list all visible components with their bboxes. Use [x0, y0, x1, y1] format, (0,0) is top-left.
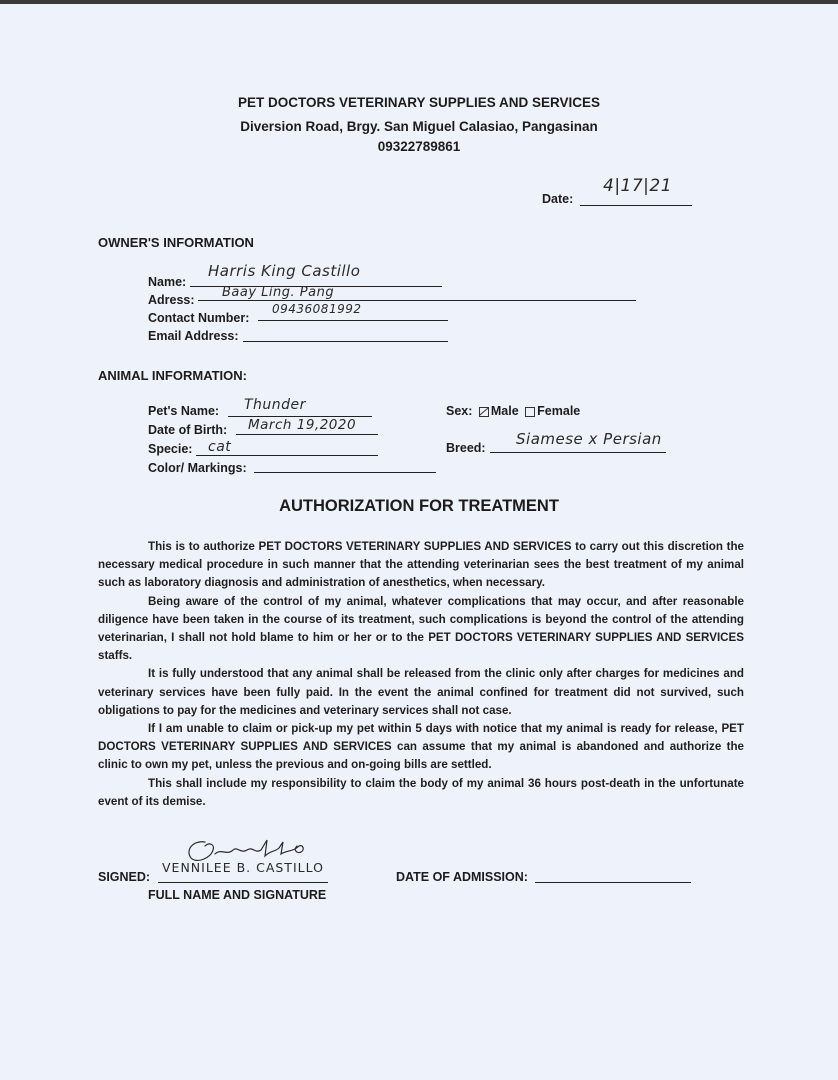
authorization-paragraph: This shall include my responsibility to claim the body of my animal 36 hours post-death in the unfortunate event of its demise. — [98, 776, 744, 808]
sex-male-label: Male — [490, 404, 519, 418]
pet-name-label: Pet's Name: — [148, 404, 220, 418]
specie-label: Specie: — [148, 442, 193, 456]
owner-contact-label: Contact Number: — [148, 311, 250, 325]
date-value[interactable]: 4|17|21 — [603, 176, 673, 196]
dob-line — [236, 434, 378, 435]
color-label: Color/ Markings: — [148, 461, 247, 475]
owner-name-label: Name: — [148, 275, 187, 289]
owner-email-label: Email Address: — [148, 329, 239, 343]
breed-label: Breed: — [446, 441, 486, 455]
admission-label: DATE OF ADMISSION: — [396, 870, 528, 884]
authorization-paragraph: If I am unable to claim or pick-up my pet within 5 days with notice that my animal is ready for release, PET DOCTORS VETERINARY SUPPLIES AND SERVICES can assume that my animal is abandoned and authorize the clinic to own my pet, unless the previous and on-going bills are settled. — [98, 722, 744, 772]
owner-contact-line — [258, 320, 448, 321]
sex-label: Sex: — [446, 404, 473, 418]
authorization-body — [98, 538, 744, 811]
date-line — [580, 205, 692, 206]
specie-value[interactable]: cat — [208, 439, 232, 455]
owner-heading: OWNER'S INFORMATION — [98, 235, 254, 250]
owner-name-value[interactable]: Harris King Castillo — [208, 262, 361, 280]
company-name: PET DOCTORS VETERINARY SUPPLIES AND SERVICES — [237, 95, 601, 110]
owner-address-line — [198, 300, 636, 301]
owner-address-value[interactable]: Baay Ling. Pang — [222, 285, 335, 300]
authorization-paragraph: Being aware of the control of my animal, whatever complications that may occur, and after reasonable diligence have been taken in the course of its treatment, such complications is beyond the control of the attending veterinarian, I shall not hold blame to him or her or to the PET DOCTORS VETERINARY SUPPLIES AND SERVICES staffs. — [98, 594, 744, 663]
owner-contact-value[interactable]: 09436081992 — [272, 302, 362, 316]
owner-email-line — [243, 341, 448, 342]
date-label: Date: — [542, 192, 574, 206]
sex-male-checkbox[interactable] — [479, 407, 489, 417]
authorization-paragraph: This is to authorize PET DOCTORS VETERINARY SUPPLIES AND SERVICES to carry out this discretion the necessary medical procedure in such manner that the attending veterinarian sees the best treatment of my animal such as laboratory diagnosis and administration of anesthetics, when necessary. — [98, 540, 744, 590]
breed-line — [490, 452, 666, 453]
dob-value[interactable]: March 19,2020 — [248, 417, 357, 433]
specie-line — [196, 455, 378, 456]
admission-line — [535, 882, 691, 883]
scan-top-edge — [0, 0, 838, 4]
authorization-paragraph: It is fully understood that any animal shall be released from the clinic only after charges for medicines and veterinary services have been fully paid. In the event the animal confined for treatment did not survived, such obligations to pay for the medicines and veterinary services shall not case. — [98, 667, 744, 717]
animal-heading: ANIMAL INFORMATION: — [98, 368, 247, 383]
sex-female-checkbox[interactable] — [525, 407, 535, 417]
signed-label: SIGNED: — [98, 870, 151, 884]
signed-name[interactable]: VENNILEE B. CASTILLO — [162, 860, 324, 875]
sex-field — [446, 404, 580, 418]
signature-line — [158, 882, 328, 883]
owner-address-label: Adress: — [148, 293, 195, 307]
pet-name-value[interactable]: Thunder — [244, 397, 306, 413]
color-line — [254, 472, 436, 473]
company-address: Diversion Road, Brgy. San Miguel Calasiao, Pangasinan — [240, 119, 598, 134]
company-phone: 09322789861 — [377, 139, 461, 154]
authorization-title: AUTHORIZATION FOR TREATMENT — [279, 497, 559, 515]
breed-value[interactable]: Siamese x Persian — [516, 430, 662, 448]
dob-label: Date of Birth: — [148, 423, 228, 437]
sex-female-label: Female — [537, 404, 581, 418]
signature-caption: FULL NAME AND SIGNATURE — [148, 888, 327, 902]
